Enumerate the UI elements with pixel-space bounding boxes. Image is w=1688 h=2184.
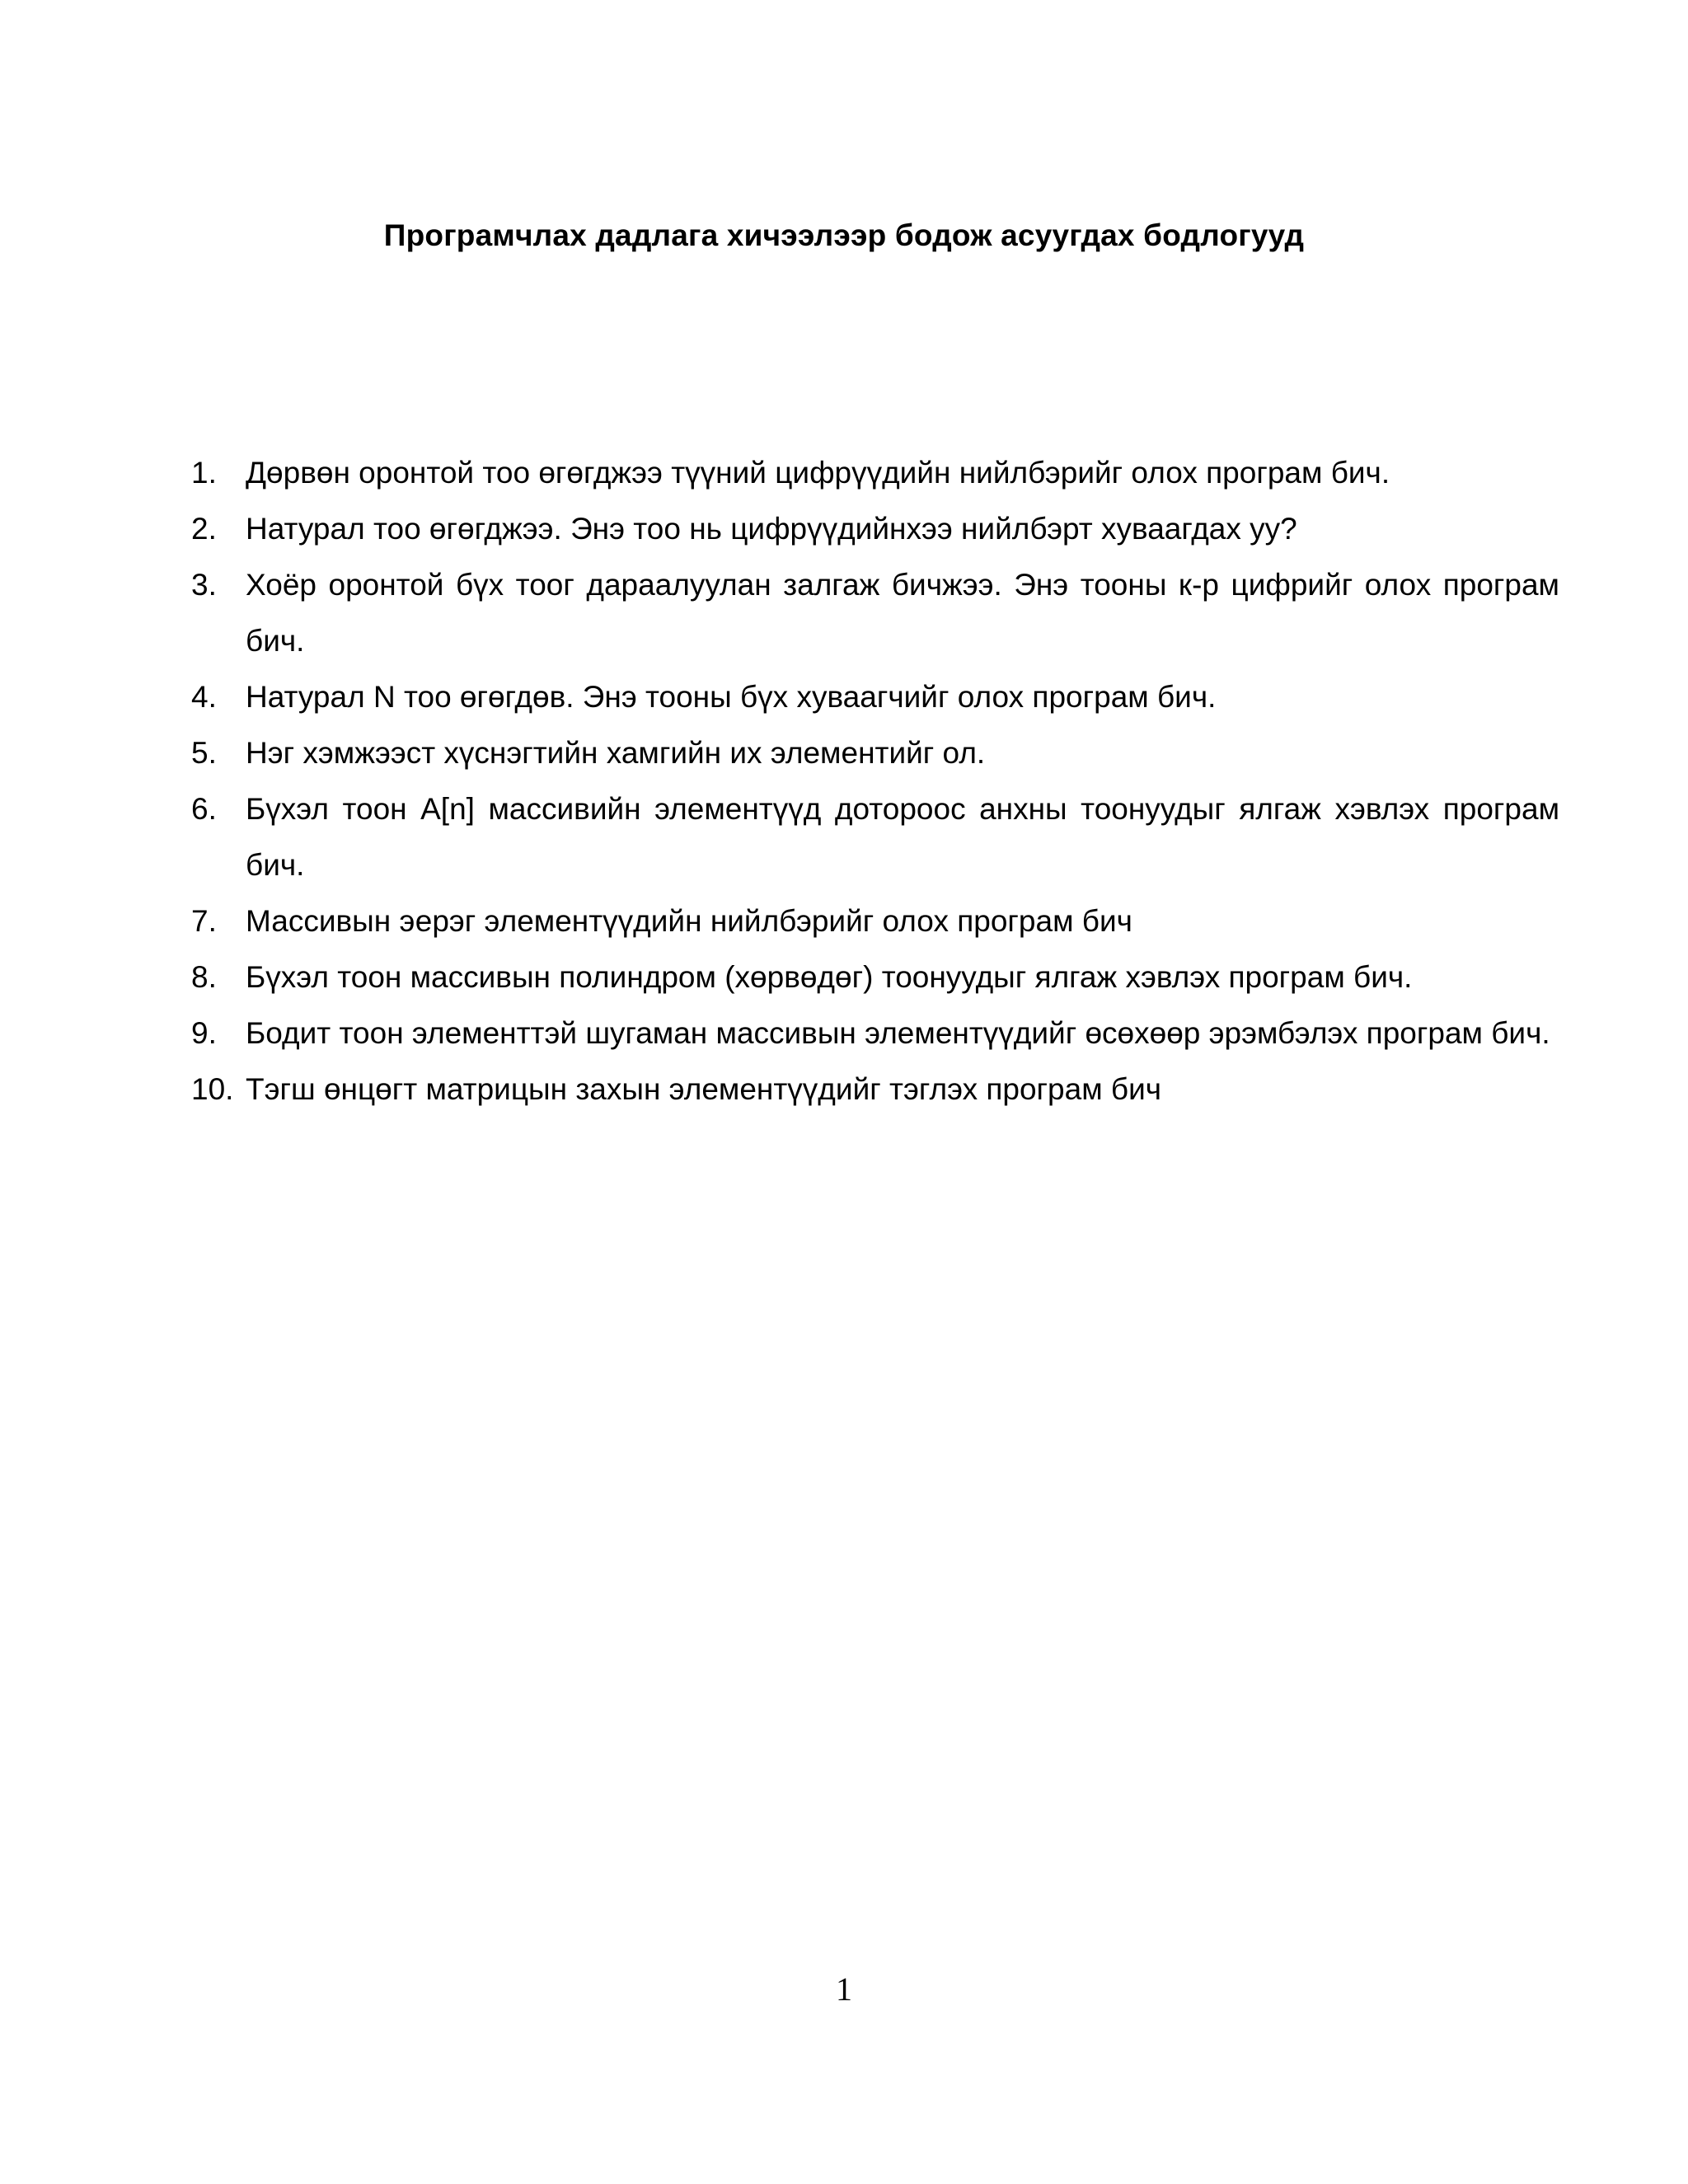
- list-item-number: 8.: [191, 960, 217, 994]
- page-title: Програмчлах дадлага хичээлээр бодож асуугдах бодлогууд: [383, 218, 1305, 252]
- list-item-text: Массивын эерэг элементүүдийн нийлбэрийг олох програм бич: [246, 904, 1132, 938]
- list-item-number: 2.: [191, 512, 217, 546]
- list-item-number: 10.: [191, 1072, 234, 1106]
- list-item: [191, 781, 1559, 893]
- list-item-text: Натурал тоо өгөгджээ. Энэ тоо нь цифрүүдийнхээ нийлбэрт хуваагдах уу?: [246, 512, 1297, 546]
- list-item-number: 4.: [191, 680, 217, 714]
- list-item-text: Дөрвөн оронтой тоо өгөгджээ түүний цифрүүдийн нийлбэрийг олох програм бич.: [246, 456, 1390, 490]
- list-item-number: 5.: [191, 736, 217, 770]
- list-item: [191, 725, 1559, 781]
- list-item: [191, 949, 1559, 1005]
- list-item-number: 7.: [191, 904, 217, 938]
- list-item: [191, 669, 1559, 725]
- list-item-text: Нэг хэмжээст хүснэгтийн хамгийн их элементийг ол.: [246, 736, 986, 770]
- question-list: [191, 445, 1559, 1118]
- list-item-text: Бүхэл тоон массивын полиндром (хөрвөдөг) тоонуудыг ялгаж хэвлэх програм бич.: [246, 960, 1413, 994]
- list-item-text: Хоёр оронтой бүх тоог дараалуулан залгаж бичжээ. Энэ тооны к-р цифрийг олох програм бич.: [246, 568, 1559, 658]
- list-item-number: 1.: [191, 456, 217, 490]
- page-number: 1: [836, 1971, 852, 2008]
- list-item-text: Бодит тоон элементтэй шугаман массивын элементүүдийг өсөхөөр эрэмбэлэх програм бич.: [246, 1016, 1550, 1050]
- list-item-number: 3.: [191, 568, 217, 602]
- list-item: [191, 557, 1559, 669]
- list-item-text: Тэгш өнцөгт матрицын захын элементүүдийг тэглэх програм бич: [246, 1072, 1162, 1106]
- list-item-number: 9.: [191, 1016, 217, 1050]
- list-item: [191, 1005, 1559, 1062]
- list-item-number: 6.: [191, 792, 217, 826]
- list-item-text: Натурал N тоо өгөгдөв. Энэ тооны бүх хуваагчийг олох програм бич.: [246, 680, 1217, 714]
- list-item: [191, 501, 1559, 557]
- list-item: [191, 445, 1559, 501]
- list-item: [191, 893, 1559, 949]
- list-item: [191, 1062, 1559, 1118]
- list-item-text: Бүхэл тоон A[n] массивийн элементүүд дотороос анхны тоонуудыг ялгаж хэвлэх програм бич.: [246, 792, 1559, 882]
